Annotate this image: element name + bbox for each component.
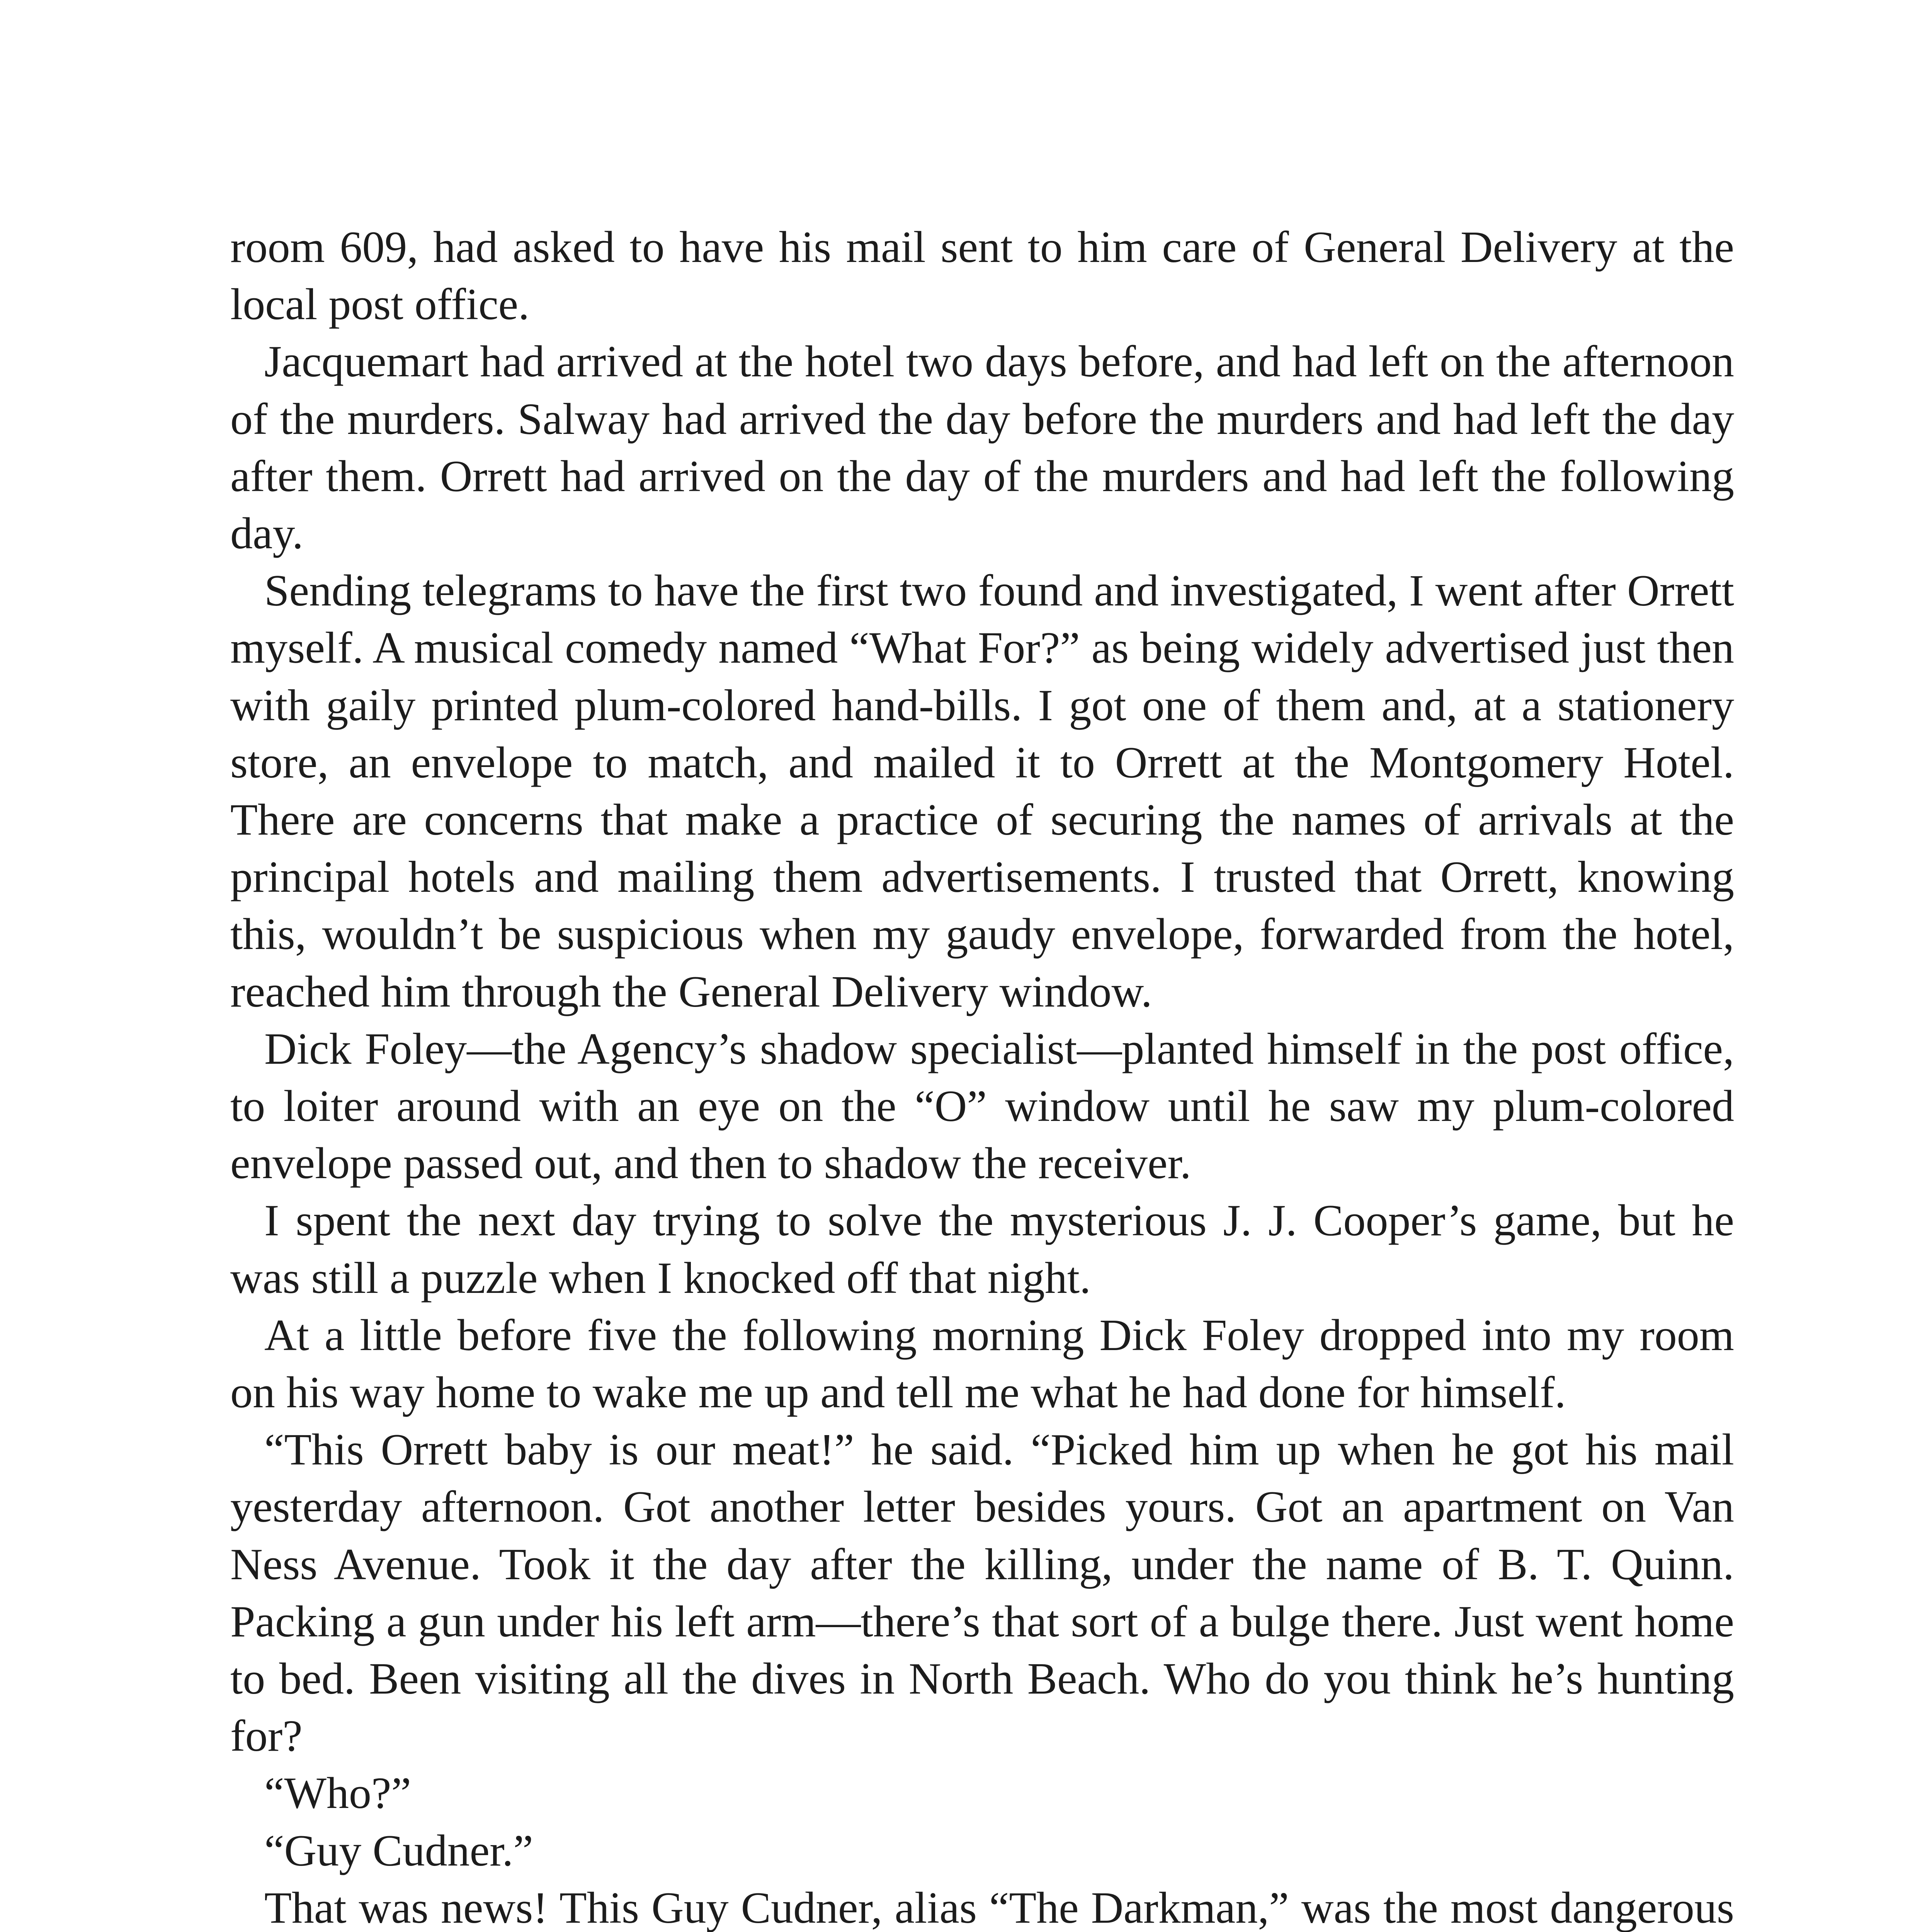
paragraph: Dick Foley—the Agency’s shadow specialist—planted himself in the post office, to loiter around with an eye on the “O” window until he saw my plum-colored envelope passed out, and then to shadow the receiver. — [230, 1024, 1734, 1189]
paragraph: room 609, had asked to have his mail sent to him care of General Delivery at the local post office. — [230, 223, 1734, 330]
paragraph: “Who?” — [264, 1769, 411, 1818]
page-body-text — [230, 219, 1734, 1932]
paragraph: Sending telegrams to have the first two found and investigated, I went after Orrett myself. A musical comedy named “What For?” as being widely advertised just then with gaily printed plum-colored hand-bills. I got one of them and, at a stationery store, an envelope to match, and mailed it to Orrett at the Montgomery Hotel. There are concerns that make a practice of securing the names of arrivals at the principal hotels and mailing them advertisements. I trusted that Orrett, knowing this, wouldn’t be suspicious when my gaudy envelope, forwarded from the hotel, reached him through the General Delivery window. — [230, 566, 1734, 1017]
paragraph: Jacquemart had arrived at the hotel two days before, and had left on the afternoon of the murders. Salway had arrived the day before the murders and had left the day after them. Orrett had arrived on the day of the murders and had left the following day. — [230, 337, 1734, 559]
paragraph: At a little before five the following morning Dick Foley dropped into my room on his way home to wake me up and tell me what he had done for himself. — [230, 1310, 1734, 1418]
paragraph: “This Orrett baby is our meat!” he said. “Picked him up when he got his mail yesterday afternoon. Got another letter besides yours. Got an apartment on Van Ness Avenue. Took it the day after the killing, under the name of B. T. Quinn. Packing a gun under his left arm—there’s that sort of a bulge there. Just went home to bed. Been visiting all the dives in North Beach. Who do you think he’s hunting for? — [230, 1425, 1734, 1761]
paragraph: I spent the next day trying to solve the mysterious J. J. Cooper’s game, but he was still a puzzle when I knocked off that night. — [230, 1196, 1734, 1303]
paragraph: “Guy Cudner.” — [264, 1826, 533, 1876]
paragraph: That was news! This Guy Cudner, alias “The Darkman,” was the most dangerous — [264, 1883, 1734, 1932]
